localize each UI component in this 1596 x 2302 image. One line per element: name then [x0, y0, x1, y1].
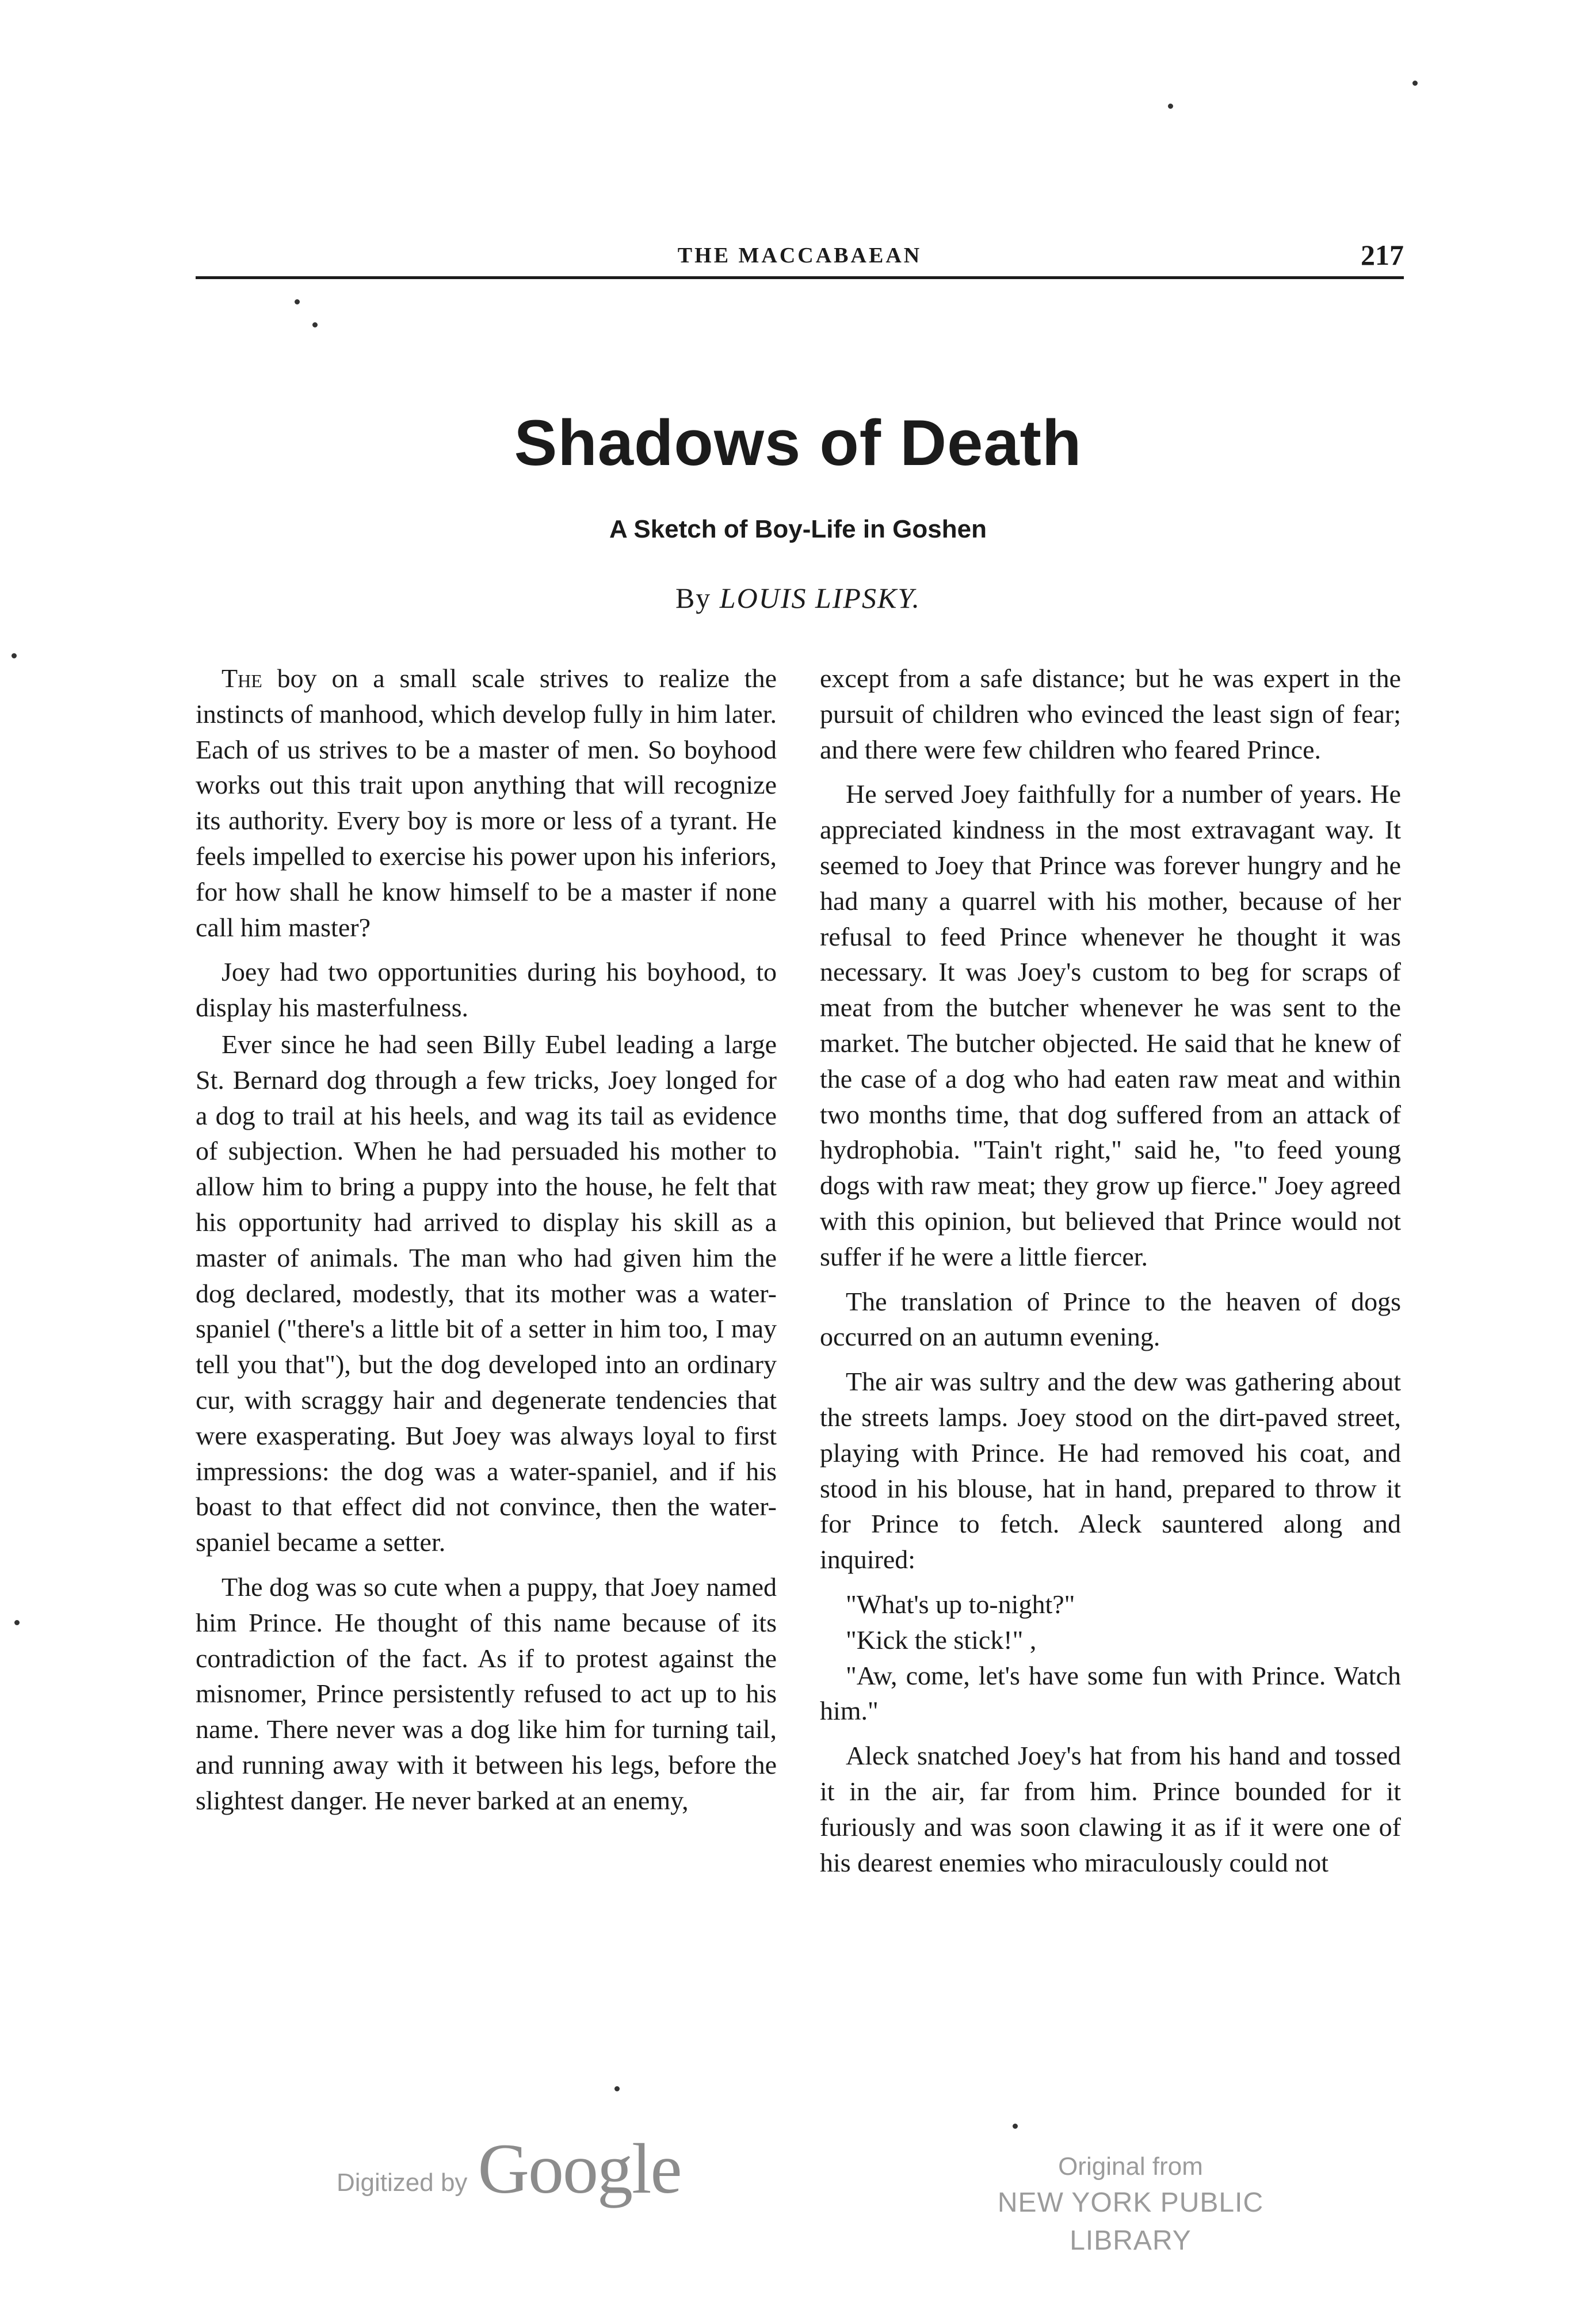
digitized-by-google: [337, 2129, 681, 2210]
scan-speck: [614, 2086, 620, 2091]
paragraph-text: boy on a small scale strives to realize the instincts of manhood, which develop fully in him later. Each of us strives to be a master of men. So boyhood works out this trait upon anything that will recognize its authority. Every boy is more or less of a tyrant. He feels impelled to exercise his power upon his inferiors, for how shall he know himself to be a master if none call him master?: [196, 664, 777, 942]
paragraph: He served Joey faithfully for a number of years. He appreciated kindness in the most extravagant way. It seemed to Joey that Prince was forever hungry and he had many a quarrel with his mother, because of her refusal to feed Prince whenever he thought it was necessary. It was Joey's custom to beg for scraps of meat from the butcher whenever he was sent to the market. The butcher objected. He said that he knew of the case of a dog who had eaten raw meat and within two months time, that dog suffered from an attack of hydrophobia. "Tain't right," said he, "to feed young dogs with raw meat; they grow up fierce." Joey agreed with this opinion, but believed that Prince would not suffer if he were a little fiercer.: [820, 779, 1401, 1271]
paragraph: The dog was so cute when a puppy, that Joey named him Prince. He thought of this name because of its contradiction of the fact. As if to protest against the misnomer, Prince persistently refused to act up to his name. There never was a dog like him for turning tail, and running away with it between his legs, before the slightest danger. He never barked at an enemy,: [196, 1572, 777, 1815]
opening-word: The: [222, 664, 262, 693]
library-name: NEW YORK PUBLIC LIBRARY: [997, 2187, 1264, 2256]
original-from-label: Original from: [1058, 2152, 1203, 2181]
byline: [0, 581, 1596, 615]
scan-speck: [1168, 104, 1173, 109]
paragraph: "Kick the stick!" ,: [846, 1625, 1037, 1655]
running-header: [196, 236, 1404, 279]
author-name: LOUIS LIPSKY.: [719, 582, 921, 614]
article-subtitle: A Sketch of Boy-Life in Goshen: [609, 515, 987, 543]
scan-speck: [1013, 2124, 1018, 2129]
digitized-by-label: Digitized by: [337, 2168, 468, 2197]
paragraph: The translation of Prince to the heaven of dogs occurred on an autumn evening.: [820, 1286, 1401, 1352]
paragraph: except from a safe distance; but he was expert in the pursuit of children who evinced the least sign of fear; and there were few children who feared Prince.: [820, 664, 1401, 764]
scan-speck: [295, 299, 300, 304]
scan-speck: [312, 322, 318, 327]
paragraph: "What's up to-night?": [846, 1589, 1075, 1619]
scan-speck: [14, 1620, 20, 1625]
left-column: [196, 661, 777, 1828]
scan-speck: [1412, 81, 1418, 86]
page-number: 217: [1361, 239, 1404, 271]
paragraph: [196, 661, 777, 945]
byline-prefix: By: [675, 582, 712, 614]
article-title: Shadows of Death: [514, 407, 1082, 479]
paragraph: Aleck snatched Joey's hat from his hand and tossed it in the air, far from him. Prince bounded for it furiously and was soon clawing it as if it were one of his dearest enemies who miraculously could not: [820, 1741, 1401, 1877]
paragraph: Ever since he had seen Billy Eubel leading a large St. Bernard dog through a few tricks, Joey longed for a dog to trail at his heels, and wag its tail as evidence of subjection. When he had persuaded his mother to allow him to bring a puppy into the house, he felt that his opportunity had arrived to display his skill as a master of animals. The man who had given him the dog declared, modestly, that its mother was a water-spaniel ("there's a little bit of a setter in him too, I may tell you that"), but the dog developed into an ordinary cur, with scraggy hair and degenerate tendencies that were exasperating. But Joey was always loyal to first impressions: the dog was a water-spaniel, and if his boast to that effect did not convince, then the water-spaniel became a setter.: [196, 1029, 777, 1557]
right-column: [820, 661, 1401, 1889]
source-library: [944, 2149, 1318, 2260]
paragraph: "Aw, come, let's have some fun with Prince. Watch him.": [820, 1660, 1401, 1726]
paragraph: Joey had two opportunities during his boyhood, to display his masterfulness.: [196, 957, 777, 1023]
journal-title: THE MACCABAEAN: [677, 243, 922, 268]
paragraph: The air was sultry and the dew was gathering about the streets lamps. Joey stood on the dirt-paved street, playing with Prince. He had removed his coat, and stood in his blouse, hat in hand, prepared to throw it for Prince to fetch. Aleck sauntered along and inquired:: [820, 1367, 1401, 1575]
scan-speck: [12, 653, 17, 658]
google-logo: Google: [478, 2129, 681, 2208]
